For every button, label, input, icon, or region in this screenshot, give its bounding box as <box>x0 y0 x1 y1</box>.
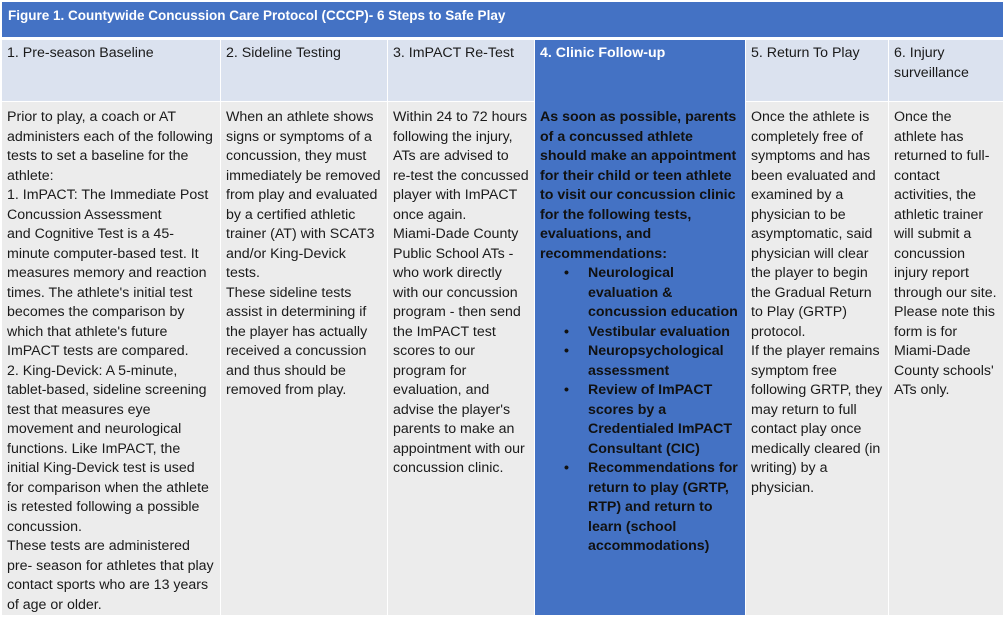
step-4-header: 4. Clinic Follow-up <box>535 40 746 101</box>
list-item: • Vestibular evaluation <box>588 323 740 343</box>
step-1-text: 1. ImPACT: The Immediate Post Concussion Assessment <box>7 187 209 223</box>
list-item: • Neuropsychological assessment <box>588 342 740 381</box>
step-2-text: When an athlete shows signs or symptoms of a concussion, they must immediately be removed from play and evaluated by a certified athletic trainer (AT) with SCAT3 and/or King-Devick tests. <box>226 109 381 281</box>
step-6-text: Once the athlete has returned to full-contact activities, the athletic trainer will submit a concussion injury report through our site. Please note this form is for Miami-Dade County schools' ATs only. <box>894 109 997 398</box>
steps-body-row <box>2 102 1004 615</box>
step-4-intro: As soon as possible, parents of a concussed athlete should make an appointment for their child or teen athlete to visit our concussion clinic for the following tests, evaluations, and recommendations: <box>540 109 737 262</box>
step-3-text: Miami-Dade County Public School ATs - who work directly with our concussion program - then send the ImPACT test scores to our program for evaluation, and advise the player's parents to make an appointment with our concussion clinic. <box>393 226 525 476</box>
list-item: • Review of ImPACT scores by a Credentialed ImPACT Consultant (CIC) <box>588 381 740 459</box>
step-1-text: 2. King-Devick: A 5-minute, tablet-based, sideline screening test that measures eye movement and neurological functions. Like ImPACT, the initial King-Devick test is used for comparison when the athlete is retested following a possible concussion. <box>7 362 209 535</box>
step-6-header: 6. Injury surveillance <box>889 40 1004 101</box>
step-5-text: If the player remains symptom free following GRTP, they may return to full contact play once medically cleared (in writing) by a physician. <box>751 343 883 496</box>
steps-header-row <box>2 40 1004 101</box>
figure-title: Figure 1. Countywide Concussion Care Protocol (CCCP)- 6 Steps to Safe Play <box>2 2 1003 37</box>
step-2-text: These sideline tests assist in determining if the player has actually received a concussion and thus should be removed from play. <box>226 284 368 398</box>
step-5-text: Once the athlete is completely free of symptoms and has been evaluated and examined by a physician to be asymptomatic, said physician will clear the player to begin the Gradual Return to Play (GRTP) protocol. <box>751 109 876 340</box>
step-6-body <box>889 102 1004 615</box>
step-3-text: Within 24 to 72 hours following the injury, ATs are advised to re-test the concussed player with ImPACT once again. <box>393 109 529 223</box>
step-3-body <box>388 102 535 615</box>
step-1-header: 1. Pre-season Baseline <box>2 40 221 101</box>
step-1-text: Prior to play, a coach or AT administers each of the following tests to set a baseline for the athlete: <box>7 109 213 184</box>
protocol-table <box>2 40 1004 615</box>
step-4-body <box>535 102 746 615</box>
step-5-header: 5. Return To Play <box>746 40 889 101</box>
step-4-bullet-list <box>540 264 740 557</box>
step-1-body <box>2 102 221 615</box>
step-1-text: and Cognitive Test is a 45-minute computer-based test. It measures memory and reaction times. The athlete's initial test becomes the comparison by which that athlete's future ImPACT tests are compared. <box>7 226 207 359</box>
step-1-text: These tests are administered pre- season for athletes that play contact sports who are 13 years of age or older. <box>7 538 214 613</box>
step-2-body <box>221 102 388 615</box>
step-2-header: 2. Sideline Testing <box>221 40 388 101</box>
list-item: • Recommendations for return to play (GRTP, RTP) and return to learn (school accommodations) <box>588 459 740 557</box>
step-3-header: 3. ImPACT Re-Test <box>388 40 535 101</box>
list-item: • Neurological evaluation & concussion education <box>588 264 740 323</box>
step-5-body <box>746 102 889 615</box>
